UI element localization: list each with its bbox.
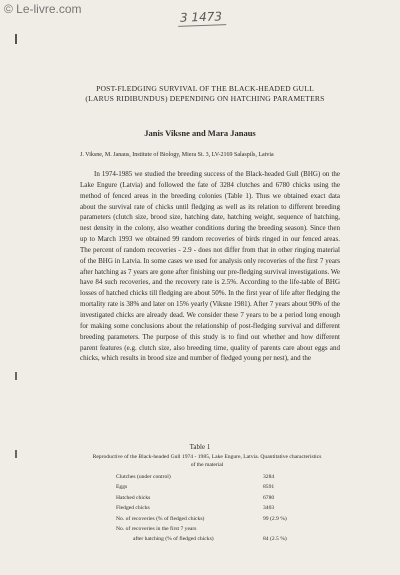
table-row — [116, 536, 316, 546]
table-row — [116, 505, 316, 515]
margin-mark — [15, 372, 17, 380]
watermark: © Le-livre.com — [4, 2, 82, 16]
table-row — [116, 526, 316, 536]
table-row — [116, 474, 316, 484]
data-table — [116, 474, 316, 547]
row-value: 84 (2.5 %) — [263, 536, 287, 543]
table-row — [116, 495, 316, 505]
row-label: Eggs — [116, 484, 128, 491]
row-label: Clutches (under control) — [116, 474, 171, 480]
title-line-2: (LARUS RIDIBUNDUS) DEPENDING ON HATCHING PARAMETERS — [85, 94, 325, 103]
row-value: 99 (2.9 %) — [263, 515, 287, 522]
row-value: 3284 — [263, 474, 275, 480]
title-line-1: POST-FLEDGING SURVIVAL OF THE BLACK-HEADED GULL — [96, 84, 314, 93]
row-value: 8591 — [263, 484, 275, 491]
margin-mark — [15, 34, 17, 44]
table-row — [116, 516, 316, 526]
authors: Janis Viksne and Mara Janaus — [144, 128, 256, 138]
row-value: 3403 — [263, 505, 275, 512]
row-value: 6780 — [263, 494, 275, 501]
affiliation: J. Viksne, M. Janaus, Institute of Biology, Miera St. 3, LV-2169 Salaspils, Latvia — [80, 152, 274, 158]
row-label: Hatched chicks — [116, 494, 151, 501]
paper-title — [60, 84, 350, 104]
table-caption: Reproductive of the Black-headed Gull 1974 - 1985, Lake Engure, Latvia. Quantitative characteristics of the material — [92, 454, 322, 468]
margin-mark — [15, 450, 17, 458]
row-label: Fledged chicks — [116, 505, 150, 512]
table-title: Table 1 — [189, 443, 211, 451]
table-row — [116, 484, 316, 494]
row-label: after hatching (% of fledged chicks) — [133, 536, 214, 543]
body-paragraph: In 1974-1985 we studied the breeding success of the Black-headed Gull (BHG) on the Lake Engure (Latvia) and followed the fate of 3284 clutches and 6780 chicks using the method of fenced areas in the breeding colonies (Table 1). Thus we obtained exact data about the survival rate of chicks until fledging as well as its relation to different breeding parameters (clutch size, brood size, hatching date, hatching weight, sequence of hatching, nest density in the colony, also weather conditions during the breeding season). Since then up to March 1993 we obtained 99 random recoveries of birds ringed in our fenced areas. The percent of random recoveries - 2.9 - does not differ from that in other ringing material of the BHG in Latvia. In some cases we used for analysis only recoveries of the first 7 years after hatching as 7 years are gone after finishing our pre-fledging survival investigations. We have 84 such recoveries, and the recovery rate is 2.5%. According to the life-table of BHG losses of hatched chicks till fledging are about 50%. In the first year of life after fledging the mortality rate is 38% and later on 15% yearly (Viksne 1981). After 7 years about 90% of the investigated chicks are already dead. We consider these 7 years to be a period long enough for making some conclusions about the relationship of post-fledging survival and different breeding parameters. The purpose of this study is to find out whether and how different parent features (e.g. clutch size, also breeding time, quality of parents care about eggs and chicks, which results in brood size and number of fledged young per nest), and the — [80, 170, 340, 363]
row-label: No. of recoveries (% of fledged chicks) — [116, 515, 205, 522]
row-label: No. of recoveries in the first 7 years — [116, 525, 197, 532]
handwritten-note: 3 1473 — [178, 9, 227, 27]
